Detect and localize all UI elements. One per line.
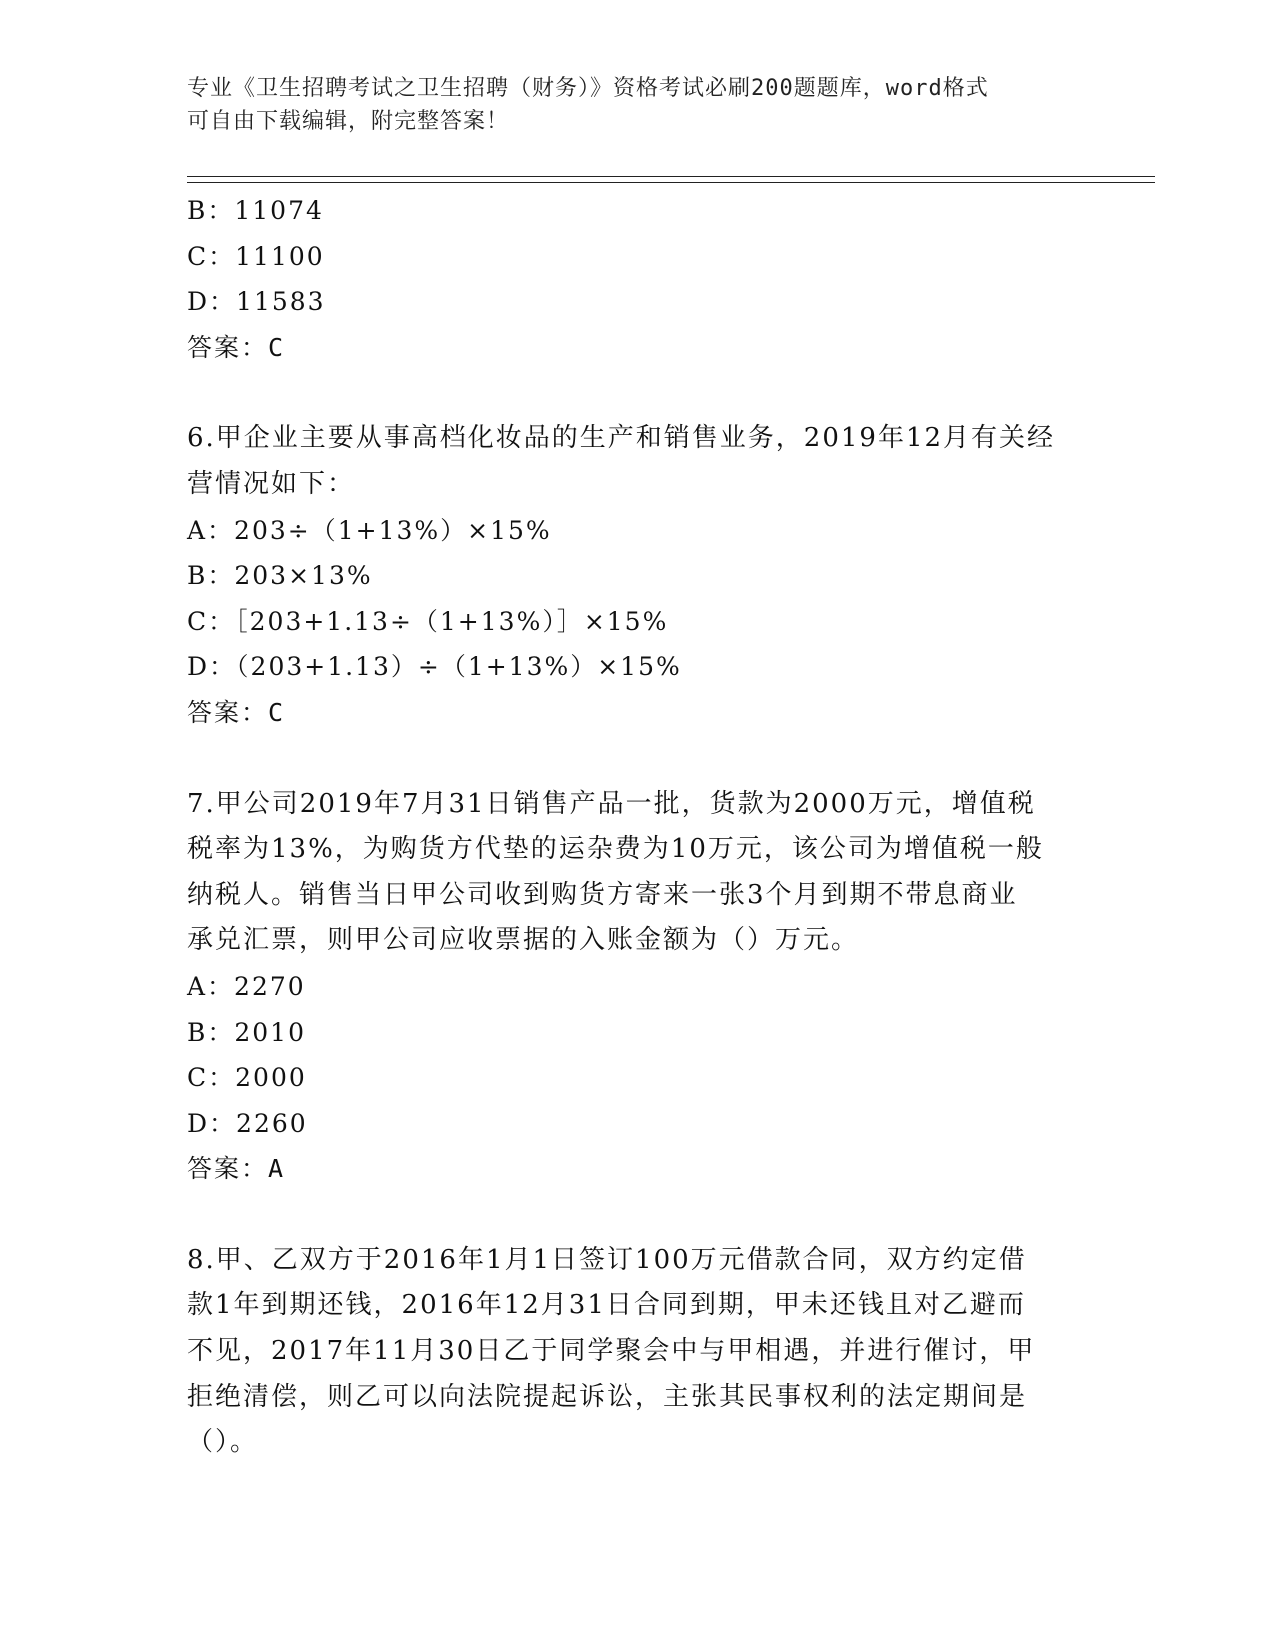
page-header <box>187 72 1087 138</box>
option-b: B：11074 <box>187 196 324 225</box>
answer <box>187 1146 1087 1192</box>
answer-label: 答案： <box>187 332 269 362</box>
question-text-line: 8.甲、乙双方于2016年1月1日签订100万元借款合同，双方约定借 <box>187 1244 1027 1275</box>
option-b: B：203×13% <box>187 561 373 591</box>
question-text-line: 6.甲企业主要从事高档化妆品的生产和销售业务，2019年12月有关经 <box>187 423 1056 454</box>
answer-label: 答案： <box>187 1154 269 1184</box>
question-text-line: 7.甲公司2019年7月31日销售产品一批，货款为2000万元，增值税 <box>187 788 1036 819</box>
option-d: D：2260 <box>187 1108 308 1138</box>
question-text-line: 纳税人。销售当日甲公司收到购货方寄来一张3个月到期不带息商业 <box>187 879 1018 910</box>
answer-value: A <box>268 1154 286 1184</box>
question-text-line: 款1年到期还钱，2016年12月31日合同到期，甲未还钱且对乙避而 <box>187 1290 1026 1321</box>
option-a: A：2270 <box>187 971 306 1001</box>
question-text-line: 不见，2017年11月30日乙于同学聚会中与甲相遇，并进行催讨，甲 <box>187 1336 1036 1367</box>
question-6 <box>187 416 1087 735</box>
header-line: 可自由下载编辑，附完整答案！ <box>187 109 510 134</box>
question-8 <box>187 1238 1087 1466</box>
header-rule <box>187 182 1155 183</box>
option-a: A：203÷（1+13%）×15% <box>187 515 552 545</box>
option-b: B：2010 <box>187 1017 306 1047</box>
option-d: D：11583 <box>187 287 326 317</box>
header-rule <box>187 176 1155 177</box>
question-text-line: 税率为13%，为购货方代垫的运杂费为10万元，该公司为增值税一般 <box>187 834 1044 865</box>
option-c: C：［203+1.13÷（1+13%）］×15% <box>187 606 669 636</box>
option-c: C：11100 <box>187 241 325 271</box>
question-text-line: （）。 <box>187 1427 259 1458</box>
answer-value: C <box>268 332 286 362</box>
question-content <box>187 188 1087 1466</box>
question-text-line: 承兑汇票，则甲公司应收票据的入账金额为（）万元。 <box>187 925 860 956</box>
answer <box>187 690 1087 736</box>
question-text-line: 营情况如下： <box>187 468 356 499</box>
header-line: 专业《卫生招聘考试之卫生招聘（财务）》资格考试必刷200题题库，word格式 <box>187 76 989 101</box>
answer-value: C <box>268 697 286 727</box>
question-text-line: 拒绝清偿，则乙可以向法院提起诉讼，主张其民事权利的法定期间是 <box>187 1381 1028 1412</box>
question-5 <box>187 188 1087 370</box>
option-d: D：（203+1.13）÷（1+13%）×15% <box>187 652 682 682</box>
answer-label: 答案： <box>187 697 269 727</box>
answer <box>187 325 1087 371</box>
option-c: C：2000 <box>187 1063 307 1093</box>
question-7 <box>187 782 1087 1192</box>
